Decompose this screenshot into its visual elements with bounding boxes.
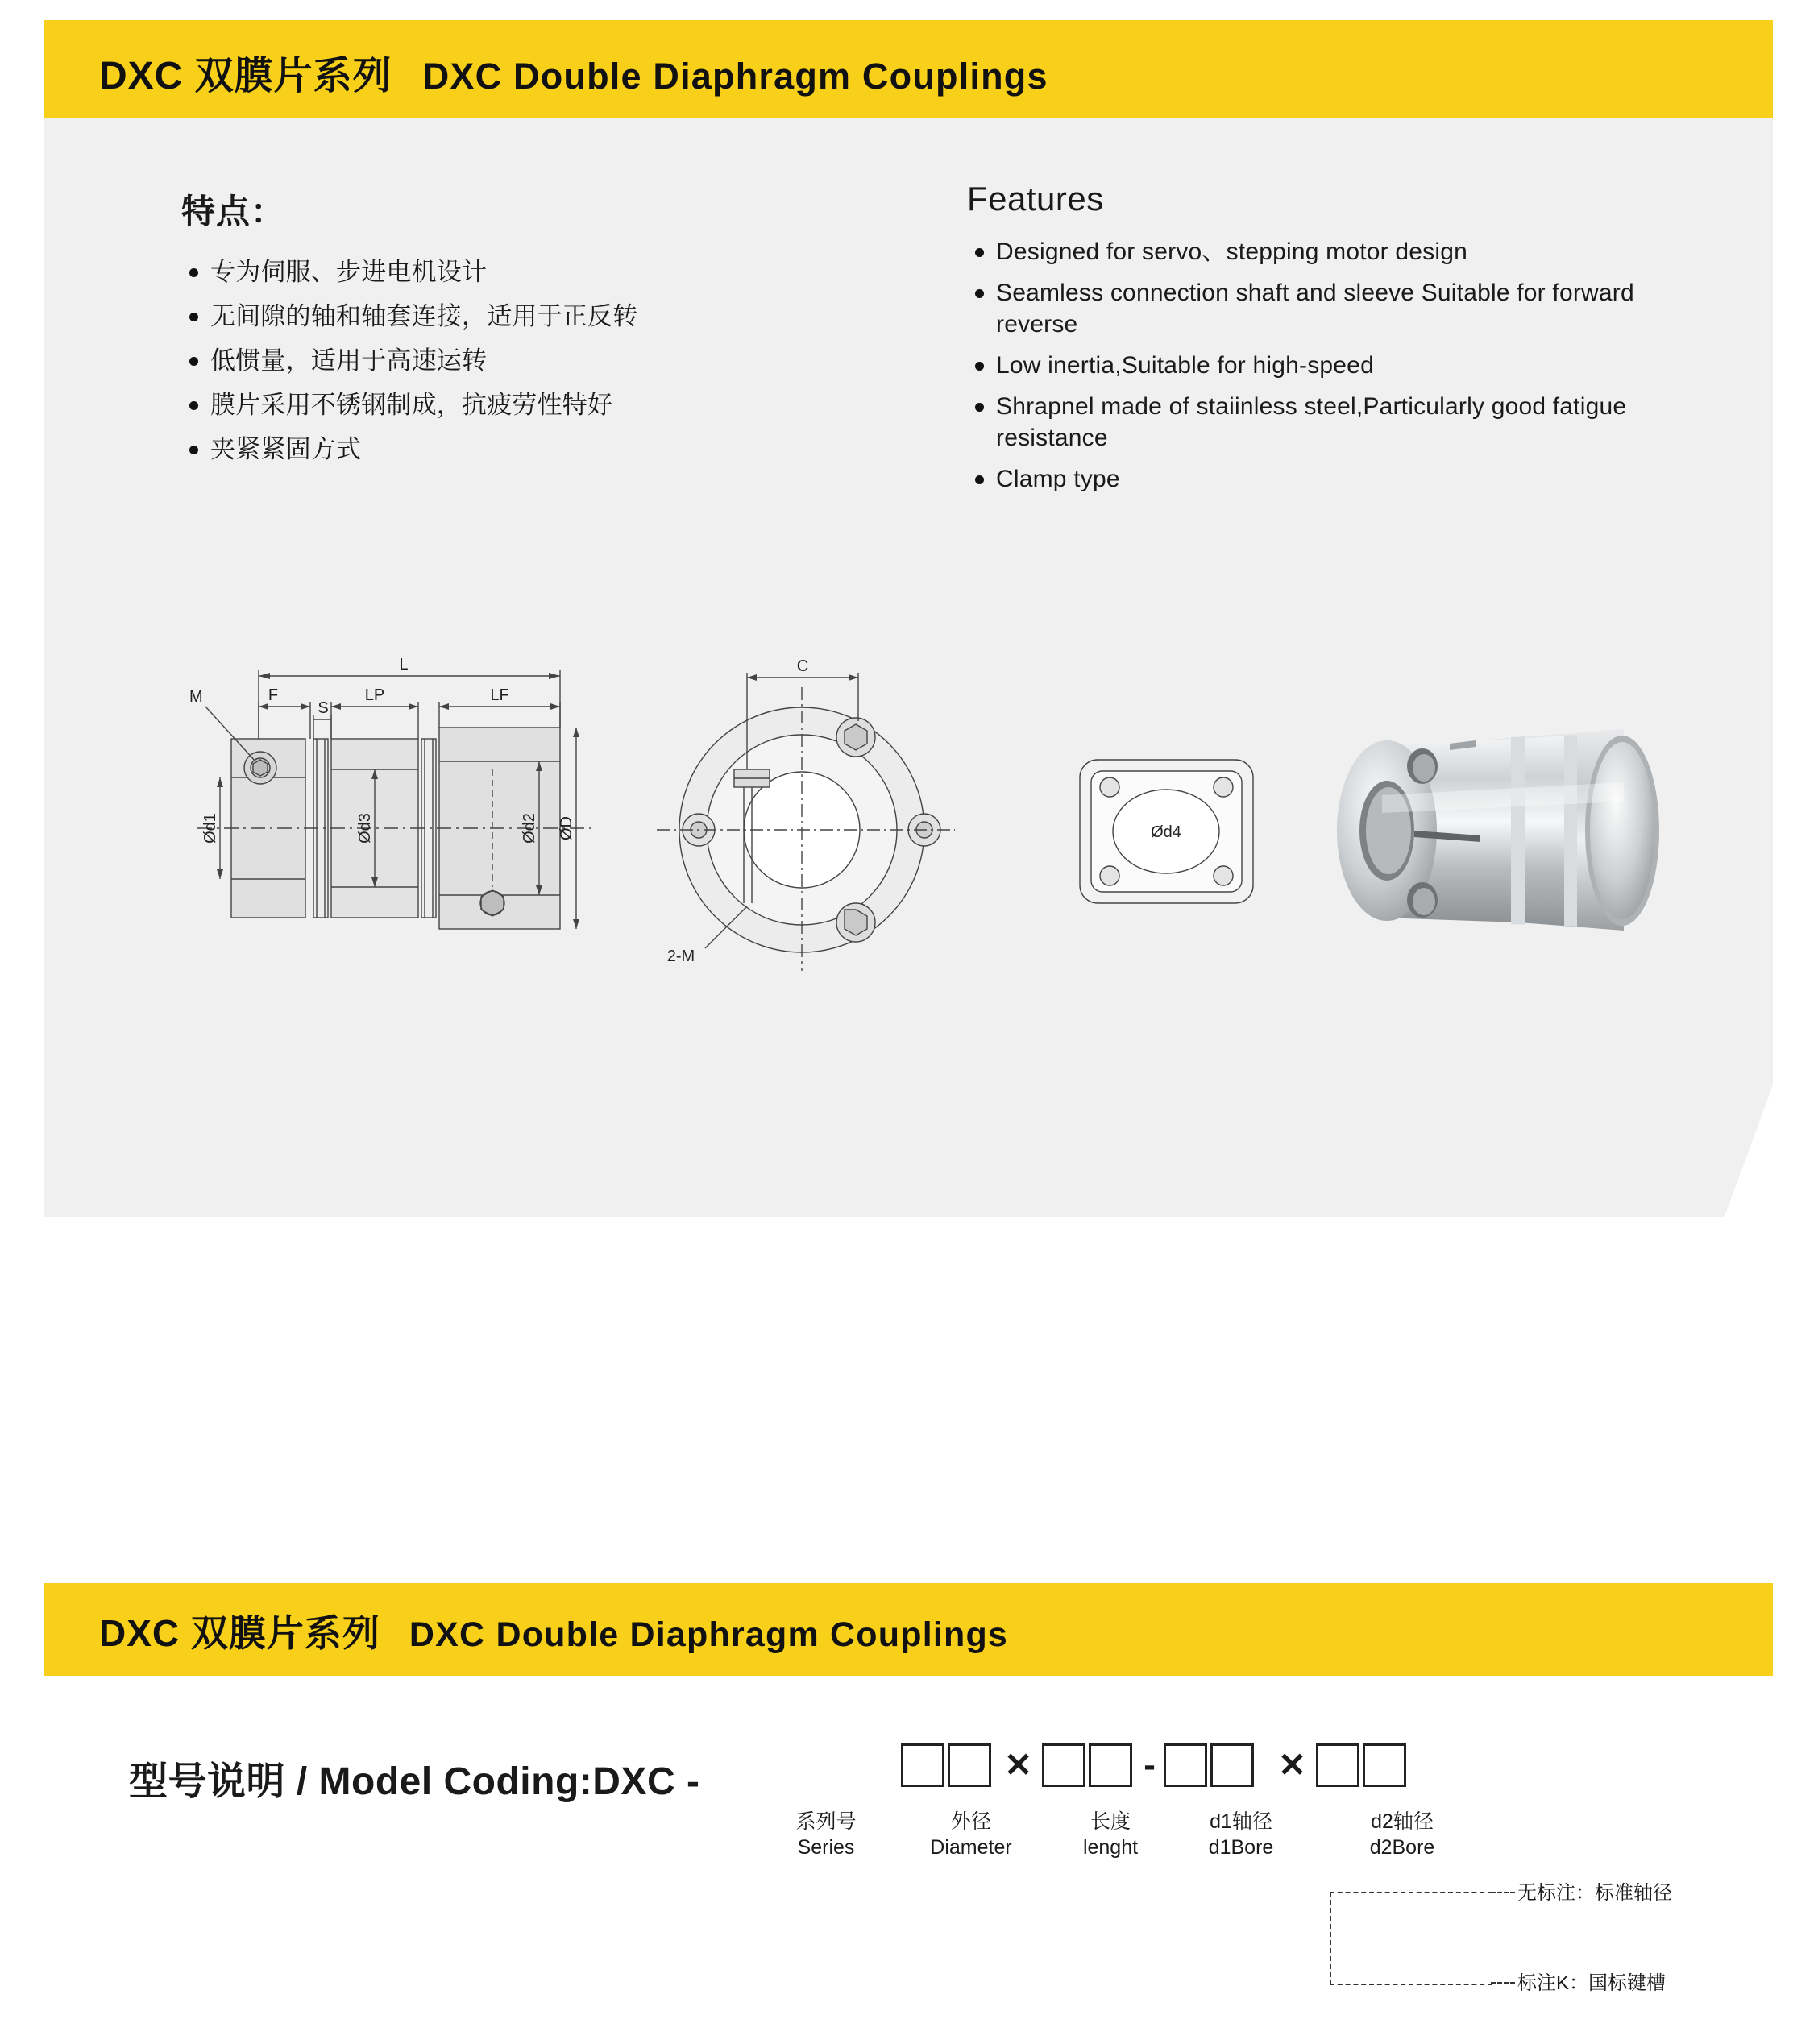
svg-text:F: F bbox=[268, 686, 279, 704]
coding-operator-dash: - bbox=[1144, 1745, 1156, 1785]
model-coding-title: 型号说明 / Model Coding:DXC - bbox=[129, 1760, 700, 1803]
list-item: 专为伺服、步进电机设计 bbox=[181, 256, 923, 289]
list-item: 膜片采用不锈钢制成，抗疲劳性特好 bbox=[181, 389, 923, 422]
coding-box-series-1 bbox=[901, 1743, 944, 1787]
list-item: Clamp type bbox=[967, 463, 1660, 495]
features-chinese bbox=[181, 185, 923, 478]
panel-title-bar bbox=[44, 20, 1773, 118]
panel-title-cn: DXC 双膜片系列 bbox=[99, 55, 392, 97]
svg-text:Ød2: Ød2 bbox=[521, 813, 538, 844]
features-en-list bbox=[967, 236, 1660, 495]
list-item: Seamless connection shaft and sleeve Suitable for forward reverse bbox=[967, 277, 1660, 340]
coding-box-series-2 bbox=[948, 1743, 991, 1787]
coding-note-keyway: 标注K：国标键槽 bbox=[1517, 1972, 1666, 1994]
list-item: 低惯量，适用于高速运转 bbox=[181, 345, 923, 378]
svg-text:M: M bbox=[189, 688, 203, 706]
svg-text:S: S bbox=[318, 699, 329, 717]
coding-label-series: 系列号 Series bbox=[795, 1810, 857, 1859]
footer-title-en: DXC Double Diaphragm Couplings bbox=[409, 1615, 1009, 1654]
svg-text:Ød1: Ød1 bbox=[201, 813, 219, 844]
svg-text:C: C bbox=[796, 657, 809, 675]
list-item: Shrapnel made of staiinless steel,Particularly good fatigue resistance bbox=[967, 391, 1660, 454]
coding-box-d2-1 bbox=[1316, 1743, 1359, 1787]
svg-text:Ød3: Ød3 bbox=[356, 813, 374, 844]
list-item: 无间隙的轴和轴套连接，适用于正反转 bbox=[181, 301, 923, 334]
model-coding-boxes bbox=[901, 1743, 1409, 1787]
coding-box-d1-1 bbox=[1164, 1743, 1207, 1787]
coding-box-length-2 bbox=[1089, 1743, 1132, 1787]
list-item: 夹紧紧固方式 bbox=[181, 433, 923, 466]
footer-title-text bbox=[99, 1604, 1008, 1657]
product-panel bbox=[44, 20, 1773, 1217]
features-en-heading: Features bbox=[967, 180, 1104, 218]
panel-title-text bbox=[99, 44, 1048, 100]
coding-box-d1-2 bbox=[1210, 1743, 1254, 1787]
coding-note-bracket bbox=[1330, 1892, 1492, 1985]
svg-text:2-M: 2-M bbox=[666, 947, 695, 965]
coding-note-standard: 无标注：标准轴径 bbox=[1517, 1882, 1672, 1904]
model-coding-labels bbox=[44, 1809, 1773, 1905]
footer-title-bar bbox=[44, 1583, 1773, 1676]
list-item: Low inertia,Suitable for high-speed bbox=[967, 350, 1660, 381]
list-item: Designed for servo、stepping motor design bbox=[967, 236, 1660, 267]
coding-label-d1bore: d1轴径 d1Bore bbox=[1208, 1810, 1274, 1859]
technical-drawings bbox=[44, 649, 1773, 1100]
coding-operator-x2: ✕ bbox=[1277, 1746, 1307, 1784]
model-coding-section bbox=[44, 1708, 1773, 2030]
drawing-svg bbox=[44, 649, 1773, 1100]
svg-text:LF: LF bbox=[490, 686, 509, 704]
svg-text:ØD: ØD bbox=[558, 816, 575, 840]
coding-operator-x1: ✕ bbox=[1004, 1746, 1033, 1784]
coding-box-length-1 bbox=[1042, 1743, 1085, 1787]
svg-text:Ød4: Ød4 bbox=[1151, 823, 1181, 841]
coding-label-diameter: 外径 Diameter bbox=[930, 1810, 1012, 1859]
features-cn-list bbox=[181, 256, 923, 466]
coding-label-length: 长度 lenght bbox=[1082, 1810, 1139, 1859]
panel-title-en: DXC Double Diaphragm Couplings bbox=[422, 56, 1048, 97]
footer-title-cn: DXC 双膜片系列 bbox=[99, 1612, 380, 1654]
coding-note-line-bottom bbox=[1491, 1982, 1515, 1984]
features-english bbox=[967, 180, 1660, 504]
features-cn-heading: 特点： bbox=[181, 193, 286, 230]
coding-label-d2bore: d2轴径 d2Bore bbox=[1369, 1810, 1435, 1859]
svg-text:LP: LP bbox=[364, 686, 385, 704]
coding-note-line-top bbox=[1491, 1892, 1515, 1893]
coding-box-d2-2 bbox=[1363, 1743, 1406, 1787]
svg-text:L: L bbox=[399, 656, 409, 674]
